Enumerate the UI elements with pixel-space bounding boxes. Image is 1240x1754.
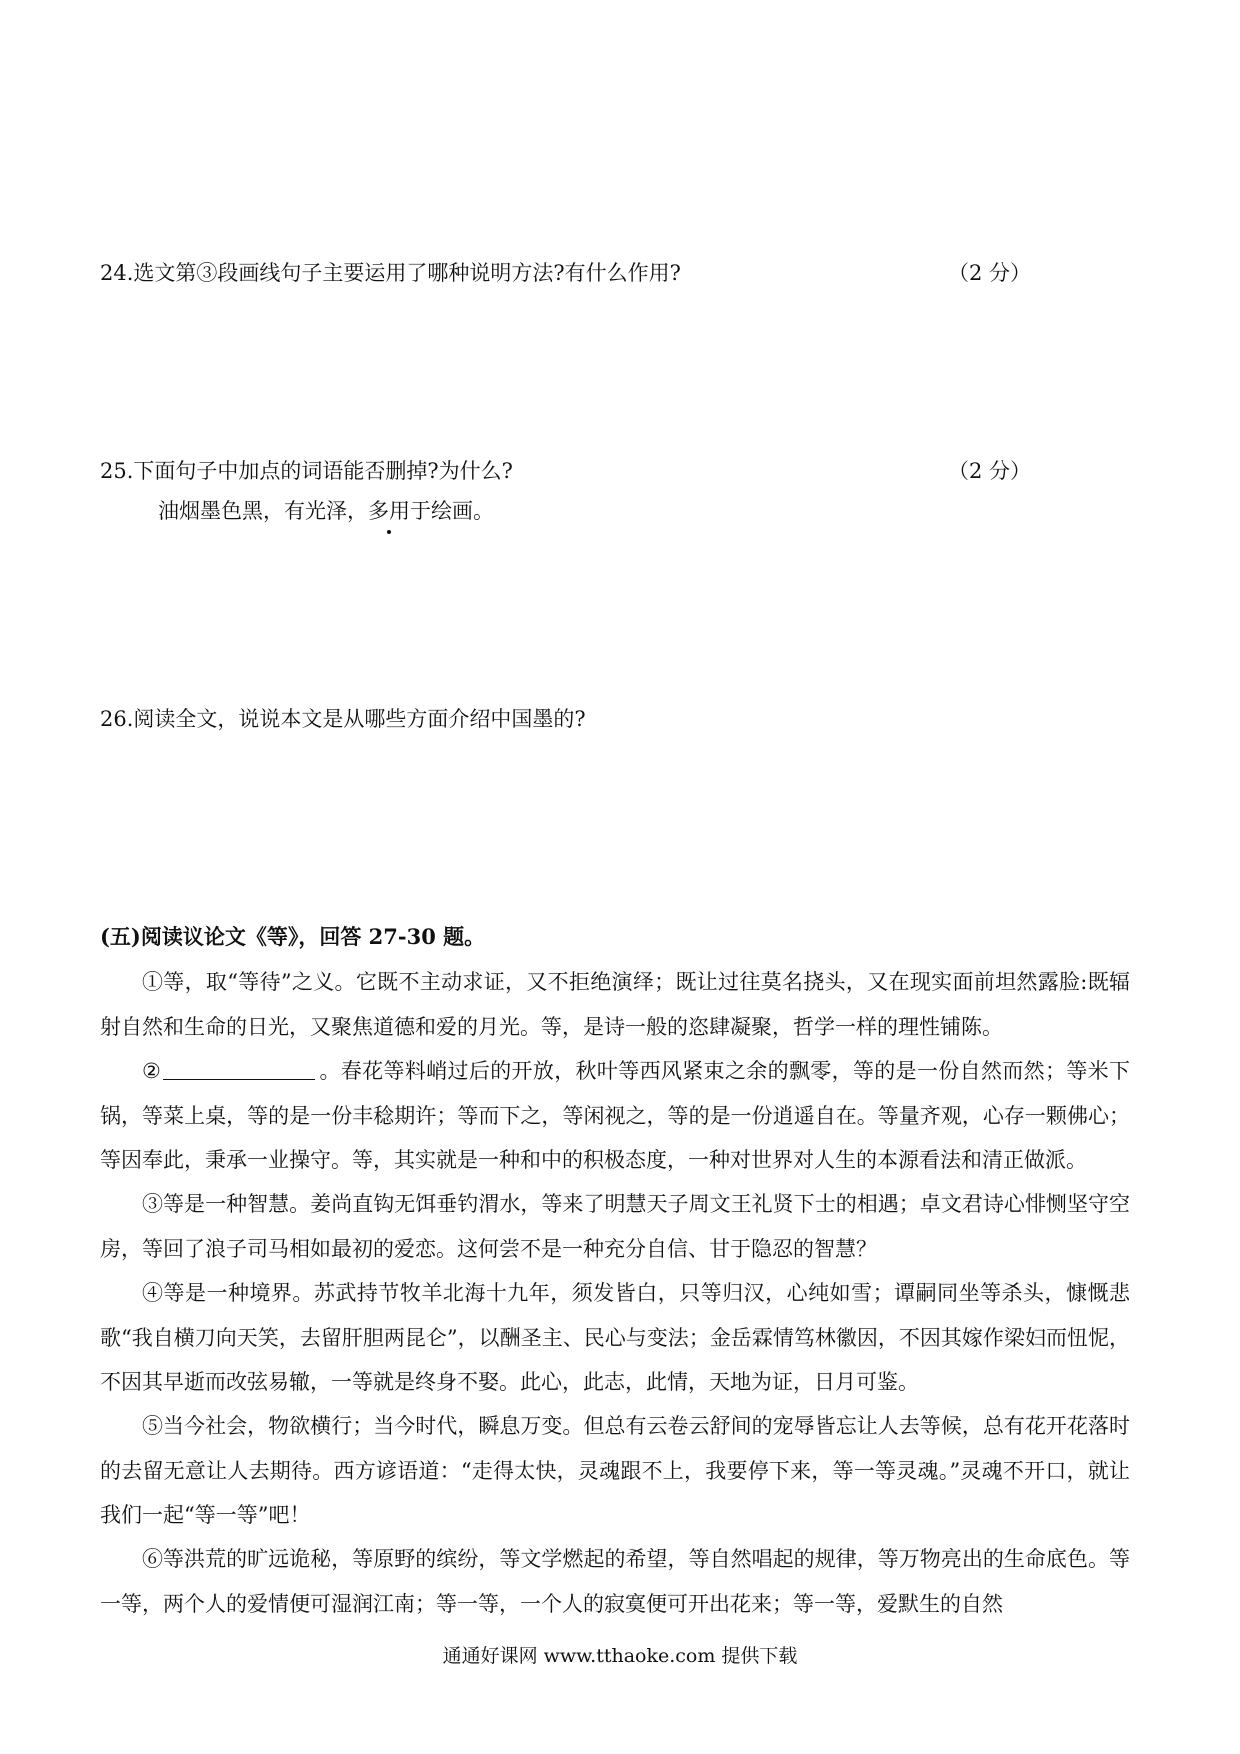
question-25-score: （2 分） [948,459,1032,483]
paragraph-2 [100,1049,1130,1183]
paragraph-3: ③等是一种智慧。姜尚直钩无饵垂钓渭水，等来了明慧天子周文王礼贤下士的相遇；卓文君诗心悱恻坚守空房，等回了浪子司马相如最初的爱恋。这何尝不是一种充分自信、甘于隐忍的智慧？ [100,1192,1130,1261]
paragraph-4: ④等是一种境界。苏武持节牧羊北海十九年，须发皆白，只等归汉，心纯如雪；谭嗣同坐等杀头，慷慨悲歌“我自横刀向天笑，去留肝胆两昆仑”，以酬圣主、民心与变法；金岳霖情笃林徽因，不因其嫁作梁妇而忸怩，不因其早逝而改弦易辙，一等就是终身不娶。此心，此志，此情，天地为证，日月可鉴。 [100,1281,1130,1394]
question-24-number: 24. [100,261,134,285]
paragraph-1: ①等，取“等待”之义。它既不主动求证，又不拒绝演绎；既让过往莫名挠头，又在现实面前坦然露脸:既辐射自然和生命的日光，又聚焦道德和爱的月光。等，是诗一般的恣肆凝聚，哲学一样的理性铺陈。 [100,970,1130,1039]
paragraph-5: ⑤当今社会，物欲横行；当今时代，瞬息万变。但总有云卷云舒间的宠辱皆忘让人去等候，总有花开花落时的去留无意让人去期待。西方谚语道：“走得太快，灵魂跟不上，我要停下来，等一等灵魂。”灵魂不开口，就让我们一起“等一等”吧！ [100,1414,1130,1527]
question-24-score: （2 分） [948,261,1032,285]
footer-text: 通通好课网 www.tthaoke.com 提供下载 [442,1645,798,1667]
question-24 [100,258,681,288]
emphasis-dot [387,530,391,534]
paragraph-2-text: 。春花等料峭过后的开放，秋叶等西风紧束之余的飘零，等的是一份自然而然；等米下锅，等菜上桌，等的是一份丰稔期许；等而下之，等闲视之，等的是一份逍遥自在。等量齐观，心存一颗佛心；等因奉此，秉承一业操守。等，其实就是一种和中的积极态度，一种对世界对人生的本源看法和清正做派。 [100,1059,1131,1172]
paragraph-6: ⑥等洪荒的旷远诡秘，等原野的缤纷，等文学燃起的希望，等自然唱起的规律，等万物亮出的生命底色。等一等，两个人的爱情便可湿润江南；等一等，一个人的寂寞便可开出花来；等一等，爱默生的自然 [100,1547,1130,1616]
question-25 [100,456,513,486]
section-title: (五)阅读议论文《等》，回答 27-30 题。 [100,924,486,949]
question-26-text: 阅读全文，说说本文是从哪些方面介绍中国墨的? [133,707,586,731]
question-26-number: 26. [100,707,134,731]
paragraph-2-number: ② [142,1059,162,1083]
question-25-quote: 油烟墨色黑，有光泽，多用于绘画。 [158,499,494,523]
question-24-text: 选文第③段画线句子主要运用了哪种说明方法?有什么作用? [133,261,681,285]
question-25-number: 25. [100,459,134,483]
question-26 [100,704,586,734]
answer-blank[interactable] [163,1057,315,1080]
question-25-text: 下面句子中加点的词语能否删掉?为什么? [133,459,513,483]
